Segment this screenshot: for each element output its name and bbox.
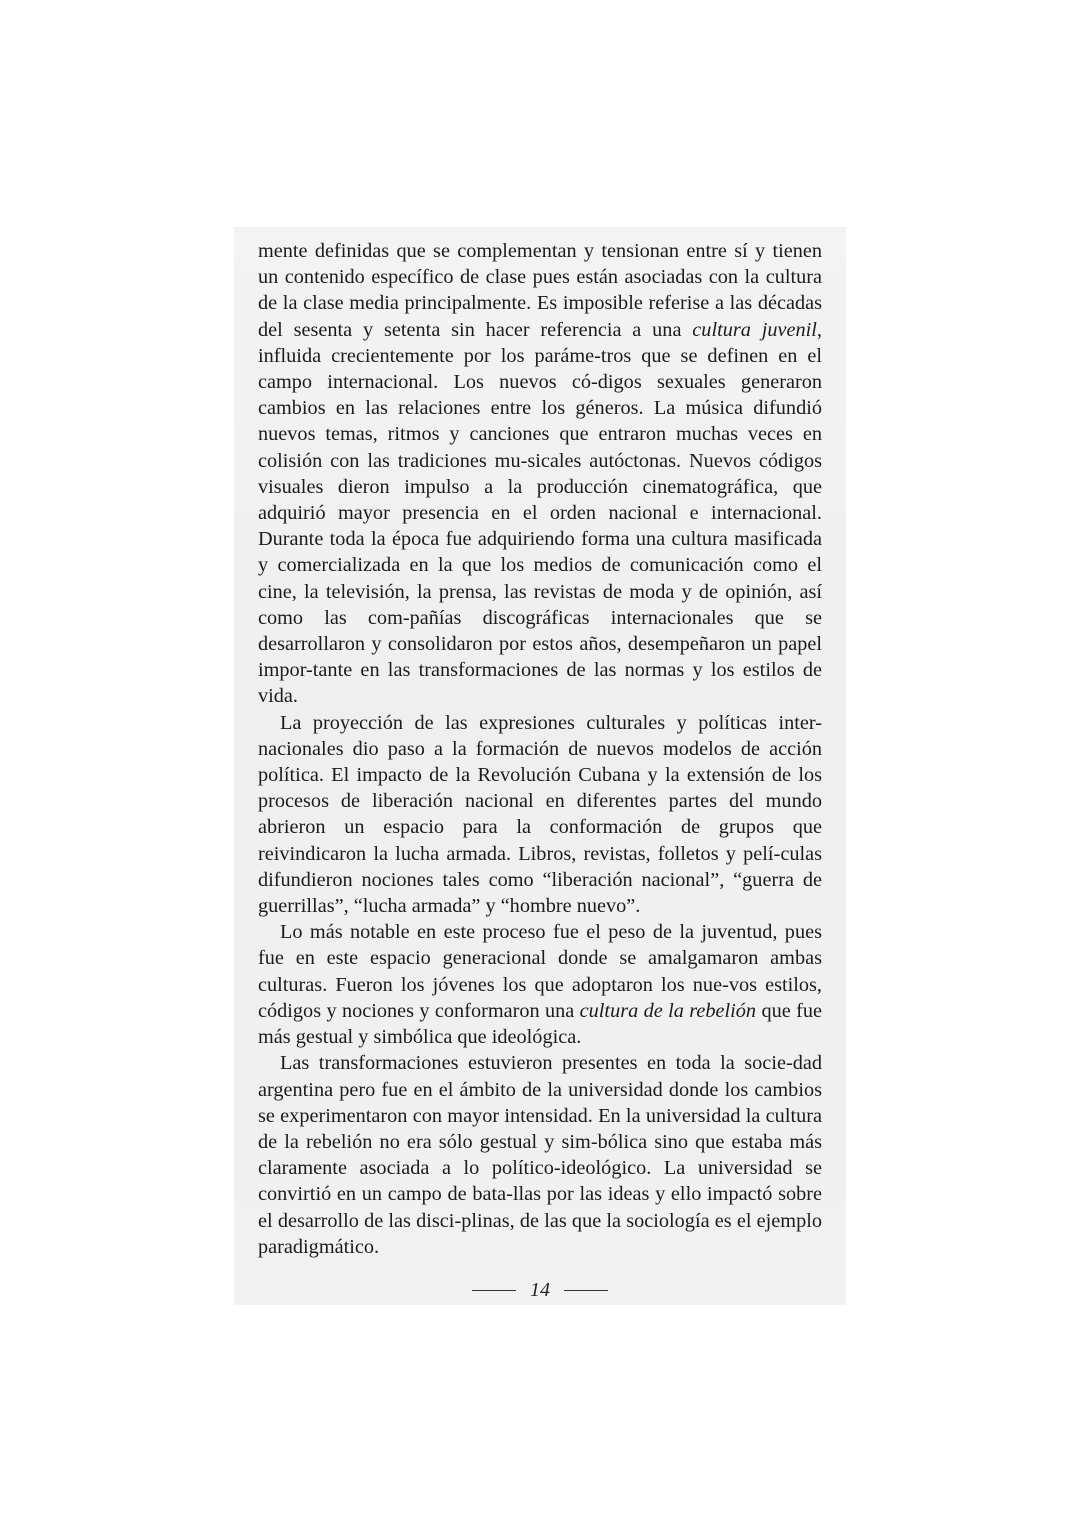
footer-rule-left [472,1290,516,1291]
paragraph-2-text: La proyección de las expresiones culturales y políticas inter-nacionales dio paso a la formación de nuevos modelos de acción política. El impacto de la Revolución Cubana y la extensión de los procesos de liberación nacional en diferentes partes del mundo abrieron un espacio para la conformación de grupos que reivindicaron la lucha armada. Libros, revistas, folletos y pelí-culas difundieron nociones tales como “liberación nacional”, “guerra de guerrillas”, “lucha armada” y “hombre nuevo”. [258,711,822,918]
paragraph-1-text: mente definidas que se complementan y tensionan entre sí y tienen un contenido específico de clase pues están asociadas con la cultura de la clase media principalmente. Es imposible referise a las décadas del sesenta y setenta sin hacer referencia a una [258,240,822,341]
paragraph-3-text-cont: que fue más gestual y simbólica que ideológica. [258,999,822,1049]
paragraph-3-text: Lo más notable en este proceso fue el peso de la juventud, pues fue en este espacio generacional donde se amalgamaron ambas culturas. Fueron los jóvenes los que adoptaron los nue-vos estilos, códigos y nociones y conformaron una [258,921,822,1022]
paragraph-4-text: Las transformaciones estuvieron presentes en toda la socie-dad argentina pero fue en el ámbito de la universidad donde los cambios se experimentaron con mayor intensidad. En la universidad la cultura de la rebelión no era sólo gestual y sim-bólica sino que estaba más claramente asociada a lo político-ideológico. La universidad se convirtió en un campo de bata-llas por las ideas y ello impactó sobre el desarrollo de las disci-plinas, de las que la sociología es el ejemplo paradigmático. [258,1052,822,1258]
paragraph-1-text-cont: , influida crecientemente por los paráme-tros que se definen en el campo internacional. Los nuevos có-digos sexuales generaron cambios en las relaciones entre los géneros. La música difundió nuevos temas, ritmos y canciones que entraron muchas veces en colisión con las tradiciones mu-sicales autóctonas. Nuevos códigos visuales dieron impulso a la producción cinematográfica, que adquirió mayor presencia en el orden nacional e internacional. Durante toda la época fue adquiriendo forma una cultura masificada y comercializada en la que los medios de comunicación como el cine, la televisión, la prensa, las revistas de moda y de opinión, así como las com-pañías discográficas internacionales que se desarrollaron y consolidaron por estos años, desempeñaron un papel impor-tante en las transformaciones de las normas y los estilos de vida. [258,318,822,708]
italic-term-cultura-de-la-rebelion: cultura de la rebelión [579,999,757,1022]
footer-rule-right [564,1290,608,1291]
paragraph-4 [258,1050,822,1260]
italic-term-cultura-juvenil: cultura juvenil [692,318,817,341]
paragraph-1 [258,238,822,710]
page-footer [234,1279,846,1302]
body-text [258,238,822,1260]
page-number: 14 [530,1279,550,1301]
book-page [234,227,846,1305]
paragraph-2 [258,710,822,920]
paragraph-3 [258,919,822,1050]
